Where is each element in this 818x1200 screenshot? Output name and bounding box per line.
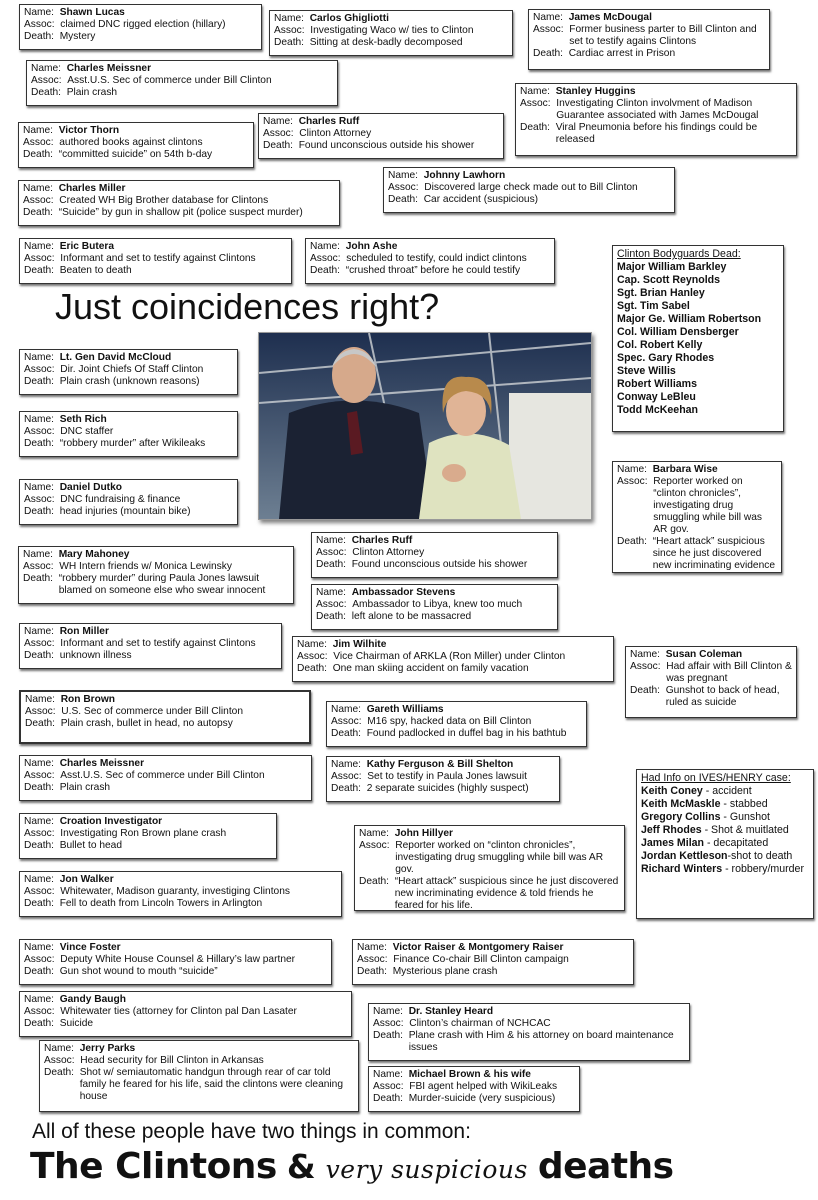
tagline-line2 xyxy=(30,1146,674,1196)
ives-henry-detail: - Gunshot xyxy=(720,811,770,823)
assoc-value: M16 spy, hacked data on Bill Clinton xyxy=(367,716,532,727)
death-label: Death: xyxy=(297,663,328,674)
assoc-value: Asst.U.S. Sec of commerce under Bill Clinton xyxy=(60,770,265,781)
assoc-label: Assoc: xyxy=(388,182,419,193)
assoc-label: Assoc: xyxy=(359,840,390,851)
victim-card xyxy=(352,939,634,985)
name-label: Name: xyxy=(388,170,419,181)
name-value: Jim Wilhite xyxy=(332,639,387,650)
death-label: Death: xyxy=(331,783,362,794)
death-label: Death: xyxy=(373,1093,404,1104)
name-value: Seth Rich xyxy=(59,414,107,425)
name-label: Name: xyxy=(25,694,56,705)
death-value: “Heart attack” suspicious since he just discovered new incriminating evidence & told friends he feared for his life. xyxy=(394,876,619,911)
victim-card xyxy=(326,756,560,802)
assoc-label: Assoc: xyxy=(24,638,55,649)
assoc-value: WH Intern friends w/ Monica Lewinsky xyxy=(59,561,232,572)
assoc-value: Investigating Waco w/ ties to Clinton xyxy=(310,25,474,36)
victim-card xyxy=(19,623,282,669)
assoc-value: claimed DNC rigged election (hillary) xyxy=(60,19,226,30)
ives-henry-name: Keith Coney xyxy=(641,785,703,797)
tagline-ampersand: & xyxy=(286,1147,316,1186)
name-value: Victor Raiser & Montgomery Raiser xyxy=(392,942,564,953)
victim-card xyxy=(19,871,342,917)
name-value: John Ashe xyxy=(345,241,398,252)
ives-henry-detail: - stabbed xyxy=(720,798,768,810)
assoc-label: Assoc: xyxy=(24,886,55,897)
assoc-label: Assoc: xyxy=(274,25,305,36)
name-value: Vince Foster xyxy=(59,942,121,953)
victim-card xyxy=(311,532,558,578)
ives-henry-item xyxy=(641,850,809,863)
name-label: Name: xyxy=(331,704,362,715)
death-value: Shot w/ semiautomatic handgun through rear of car told family he feared for his life, said the clintons were cleaning house xyxy=(79,1067,344,1102)
ives-henry-item xyxy=(641,785,809,798)
death-value: Plane crash with Him & his attorney on board maintenance issues xyxy=(408,1030,674,1053)
bodyguard-item: Sgt. Brian Hanley xyxy=(617,287,705,299)
death-value: Murder-suicide (very suspicious) xyxy=(408,1093,556,1104)
victim-card xyxy=(18,546,294,604)
death-value: Found unconscious outside his shower xyxy=(298,140,475,151)
assoc-label: Assoc: xyxy=(357,954,388,965)
assoc-value: Whitewater, Madison guaranty, investiging Clintons xyxy=(60,886,290,897)
name-value: Charles Miller xyxy=(58,183,126,194)
name-label: Name: xyxy=(331,759,362,770)
bodyguard-item: Robert Williams xyxy=(617,378,697,390)
name-value: Gandy Baugh xyxy=(59,994,126,1005)
name-value: James McDougal xyxy=(568,12,652,23)
death-value: Plain crash xyxy=(59,782,111,793)
name-label: Name: xyxy=(24,482,55,493)
victim-card xyxy=(39,1040,359,1112)
name-label: Name: xyxy=(274,13,305,24)
ives-henry-name: James Milan xyxy=(641,837,705,849)
name-label: Name: xyxy=(357,942,388,953)
ives-henry-detail: - robbery/murder xyxy=(722,863,804,875)
victim-card xyxy=(19,690,311,744)
assoc-value: Reporter worked on “clinton chronicles”, investigating drug smuggling while bill was AR gov. xyxy=(395,840,604,875)
victim-card xyxy=(625,646,797,718)
assoc-label: Assoc: xyxy=(23,561,54,572)
death-value: unknown illness xyxy=(59,650,132,661)
death-label: Death: xyxy=(24,782,55,793)
ives-henry-name: Jeff Rhodes xyxy=(641,824,702,836)
name-label: Name: xyxy=(297,639,328,650)
assoc-value: Reporter worked on “clinton chronicles”, investigating drug smuggling while bill was AR gov. xyxy=(653,476,762,535)
death-label: Death: xyxy=(310,265,341,276)
name-label: Name: xyxy=(44,1043,75,1054)
death-value: Cardiac arrest in Prison xyxy=(568,48,676,59)
assoc-label: Assoc: xyxy=(24,19,55,30)
name-label: Name: xyxy=(520,86,551,97)
name-label: Name: xyxy=(24,414,55,425)
bodyguard-item: Steve Willis xyxy=(617,365,676,377)
death-value: Plain crash (unknown reasons) xyxy=(59,376,200,387)
victim-card xyxy=(612,461,782,573)
victim-card xyxy=(354,825,625,911)
death-label: Death: xyxy=(24,966,55,977)
name-label: Name: xyxy=(373,1006,404,1017)
assoc-value: Dir. Joint Chiefs Of Staff Clinton xyxy=(60,364,204,375)
photo xyxy=(258,332,592,520)
assoc-value: Investigating Ron Brown plane crash xyxy=(60,828,227,839)
victim-card xyxy=(305,238,555,284)
bodyguard-item: Cap. Scott Reynolds xyxy=(617,274,721,286)
assoc-value: Clinton’s chairman of NCHCAC xyxy=(409,1018,551,1029)
tagline-suspicious: very suspicious xyxy=(325,1155,528,1184)
name-value: Susan Coleman xyxy=(665,649,743,660)
death-value: Plain crash xyxy=(66,87,118,98)
assoc-label: Assoc: xyxy=(24,494,55,505)
death-value: “Heart attack” suspicious since he just discovered new incriminating evidence xyxy=(652,536,776,571)
assoc-label: Assoc: xyxy=(373,1081,404,1092)
assoc-label: Assoc: xyxy=(23,137,54,148)
name-label: Name: xyxy=(24,942,55,953)
victim-card xyxy=(19,238,292,284)
victim-card xyxy=(18,180,340,226)
death-value: Suicide xyxy=(59,1018,94,1029)
death-label: Death: xyxy=(274,37,305,48)
assoc-value: Informant and set to testify against Clintons xyxy=(60,253,256,264)
name-label: Name: xyxy=(316,535,347,546)
death-value: Bullet to head xyxy=(59,840,122,851)
victim-card xyxy=(269,10,513,56)
death-label: Death: xyxy=(25,718,56,729)
assoc-label: Assoc: xyxy=(23,195,54,206)
name-value: Carlos Ghigliotti xyxy=(309,13,389,24)
assoc-value: Head security for Bill Clinton in Arkansas xyxy=(80,1055,264,1066)
name-label: Name: xyxy=(24,816,55,827)
death-label: Death: xyxy=(630,685,661,696)
death-label: Death: xyxy=(24,898,55,909)
death-label: Death: xyxy=(357,966,388,977)
assoc-value: FBI agent helped with WikiLeaks xyxy=(409,1081,558,1092)
victim-card xyxy=(18,122,254,168)
name-label: Name: xyxy=(359,828,390,839)
death-label: Death: xyxy=(24,1018,55,1029)
death-value: Beaten to death xyxy=(59,265,132,276)
name-value: Ron Miller xyxy=(59,626,109,637)
ives-henry-detail: - decapitated xyxy=(704,837,769,849)
name-value: Charles Meissner xyxy=(66,63,152,74)
name-label: Name: xyxy=(24,241,55,252)
death-label: Death: xyxy=(24,438,55,449)
name-value: Gareth Williams xyxy=(366,704,444,715)
assoc-label: Assoc: xyxy=(31,75,62,86)
death-label: Death: xyxy=(617,536,648,547)
assoc-value: Former business parter to Bill Clinton and set to testify agains Clintons xyxy=(569,24,757,47)
name-value: John Hillyer xyxy=(394,828,453,839)
name-label: Name: xyxy=(373,1069,404,1080)
death-value: Gunshot to back of head, ruled as suicide xyxy=(665,685,780,708)
ives-henry-title: Had Info on IVES/HENRY case: xyxy=(641,772,791,784)
death-label: Death: xyxy=(263,140,294,151)
victim-card xyxy=(326,701,587,747)
ives-henry-name: Richard Winters xyxy=(641,863,723,875)
assoc-value: Clinton Attorney xyxy=(299,128,372,139)
assoc-label: Assoc: xyxy=(44,1055,75,1066)
name-label: Name: xyxy=(24,7,55,18)
death-value: “robbery murder” after Wikileaks xyxy=(59,438,206,449)
death-label: Death: xyxy=(44,1067,75,1078)
victim-card xyxy=(19,755,312,801)
bodyguard-item: Sgt. Tim Sabel xyxy=(617,300,690,312)
death-value: Viral Pneumonia before his findings could be released xyxy=(555,122,758,145)
death-value: One man skiing accident on family vacation xyxy=(332,663,529,674)
death-label: Death: xyxy=(31,87,62,98)
death-label: Death: xyxy=(23,149,54,160)
victim-card xyxy=(383,167,675,213)
name-label: Name: xyxy=(24,994,55,1005)
assoc-value: Deputy White House Counsel & Hillary’s law partner xyxy=(60,954,296,965)
death-value: “robbery murder” during Paula Jones lawsuit blamed on someone else who swear innocent xyxy=(58,573,266,596)
assoc-value: DNC staffer xyxy=(60,426,114,437)
name-value: Ron Brown xyxy=(60,694,116,705)
assoc-value: scheduled to testify, could indict clintons xyxy=(346,253,527,264)
ives-henry-item xyxy=(641,811,809,824)
assoc-label: Assoc: xyxy=(24,770,55,781)
name-label: Name: xyxy=(24,874,55,885)
name-value: Lt. Gen David McCloud xyxy=(59,352,172,363)
name-value: Shawn Lucas xyxy=(59,7,125,18)
name-value: Kathy Ferguson & Bill Shelton xyxy=(366,759,514,770)
name-value: Jon Walker xyxy=(59,874,114,885)
victim-card xyxy=(19,991,352,1037)
name-value: Charles Ruff xyxy=(298,116,360,127)
death-label: Death: xyxy=(23,573,54,584)
death-label: Death: xyxy=(316,559,347,570)
bodyguard-item: Conway LeBleu xyxy=(617,391,696,403)
assoc-label: Assoc: xyxy=(331,716,362,727)
name-label: Name: xyxy=(24,758,55,769)
assoc-label: Assoc: xyxy=(24,253,55,264)
name-label: Name: xyxy=(310,241,341,252)
name-label: Name: xyxy=(617,464,648,475)
ives-henry-detail: - accident xyxy=(702,785,752,797)
victim-card xyxy=(19,4,262,50)
death-label: Death: xyxy=(24,31,55,42)
name-label: Name: xyxy=(23,183,54,194)
name-label: Name: xyxy=(23,125,54,136)
tagline-line1: All of these people have two things in common: xyxy=(32,1120,471,1143)
death-label: Death: xyxy=(359,876,390,887)
assoc-value: Ambassador to Libya, knew too much xyxy=(352,599,523,610)
name-value: Stanley Huggins xyxy=(555,86,636,97)
death-value: Mystery xyxy=(59,31,96,42)
name-label: Name: xyxy=(24,352,55,363)
assoc-label: Assoc: xyxy=(263,128,294,139)
name-value: Charles Meissner xyxy=(59,758,145,769)
assoc-value: Investigating Clinton involvment of Madison Guarantee associated with James McDougal xyxy=(556,98,759,121)
death-label: Death: xyxy=(388,194,419,205)
name-value: Daniel Dutko xyxy=(59,482,122,493)
death-value: left alone to be massacred xyxy=(351,611,472,622)
death-label: Death: xyxy=(23,207,54,218)
assoc-label: Assoc: xyxy=(316,547,347,558)
death-label: Death: xyxy=(24,506,55,517)
ives-henry-name: Keith McMaskle xyxy=(641,798,721,810)
death-value: Plain crash, bullet in head, no autopsy xyxy=(60,718,233,729)
assoc-value: Asst.U.S. Sec of commerce under Bill Clinton xyxy=(67,75,272,86)
assoc-label: Assoc: xyxy=(24,364,55,375)
name-label: Name: xyxy=(263,116,294,127)
assoc-label: Assoc: xyxy=(24,426,55,437)
death-label: Death: xyxy=(316,611,347,622)
death-value: Car accident (suspicious) xyxy=(423,194,539,205)
photo-illustration xyxy=(259,333,591,519)
assoc-label: Assoc: xyxy=(630,661,661,672)
ives-henry-name: Gregory Collins xyxy=(641,811,721,823)
assoc-label: Assoc: xyxy=(331,771,362,782)
assoc-label: Assoc: xyxy=(316,599,347,610)
death-value: Found unconscious outside his shower xyxy=(351,559,528,570)
assoc-label: Assoc: xyxy=(24,954,55,965)
name-label: Name: xyxy=(31,63,62,74)
assoc-value: Whitewater ties (attorney for Clinton pal Dan Lasater xyxy=(60,1006,297,1017)
victim-card xyxy=(311,584,558,630)
assoc-label: Assoc: xyxy=(297,651,328,662)
ives-henry-item xyxy=(641,863,809,876)
death-label: Death: xyxy=(24,840,55,851)
name-label: Name: xyxy=(533,12,564,23)
death-label: Death: xyxy=(373,1030,404,1041)
name-value: Barbara Wise xyxy=(652,464,718,475)
victim-card xyxy=(19,411,238,457)
assoc-value: Created WH Big Brother database for Clintons xyxy=(59,195,269,206)
victim-card xyxy=(292,636,614,682)
tagline-deaths: deaths xyxy=(537,1146,674,1187)
name-value: Mary Mahoney xyxy=(58,549,130,560)
death-value: head injuries (mountain bike) xyxy=(59,506,191,517)
name-label: Name: xyxy=(23,549,54,560)
ives-henry-list xyxy=(636,769,814,919)
bodyguard-item: Spec. Gary Rhodes xyxy=(617,352,715,364)
death-value: Sitting at desk-badly decomposed xyxy=(309,37,463,48)
victim-card xyxy=(528,9,770,70)
name-label: Name: xyxy=(316,587,347,598)
death-value: Mysterious plane crash xyxy=(392,966,498,977)
victim-card xyxy=(258,113,504,159)
victim-card xyxy=(368,1003,690,1061)
bodyguards-title: Clinton Bodyguards Dead: xyxy=(617,248,741,260)
bodyguard-item: Todd McKeehan xyxy=(617,404,699,416)
name-value: Dr. Stanley Heard xyxy=(408,1006,494,1017)
assoc-value: authored books against clintons xyxy=(59,137,203,148)
ives-henry-item xyxy=(641,798,809,811)
ives-henry-detail: -shot to death xyxy=(727,850,793,862)
death-label: Death: xyxy=(331,728,362,739)
name-value: Victor Thorn xyxy=(58,125,120,136)
assoc-value: Set to testify in Paula Jones lawsuit xyxy=(367,771,527,782)
name-value: Michael Brown & his wife xyxy=(408,1069,531,1080)
assoc-label: Assoc: xyxy=(520,98,551,109)
death-value: Found padlocked in duffel bag in his bathtub xyxy=(366,728,567,739)
ives-henry-item xyxy=(641,837,809,850)
death-value: “Suicide” by gun in shallow pit (police suspect murder) xyxy=(58,207,303,218)
bodyguard-item: Major William Barkley xyxy=(617,261,727,273)
assoc-value: Discovered large check made out to Bill Clinton xyxy=(424,182,638,193)
death-label: Death: xyxy=(24,376,55,387)
victim-card xyxy=(19,479,238,525)
ives-henry-name: Jordan Kettleson xyxy=(641,850,728,862)
bodyguard-item: Col. Robert Kelly xyxy=(617,339,703,351)
death-value: Gun shot wound to mouth “suicide” xyxy=(59,966,218,977)
assoc-value: Had affair with Bill Clinton & was pregnant xyxy=(666,661,792,684)
death-value: Fell to death from Lincoln Towers in Arlington xyxy=(59,898,263,909)
name-value: Johnny Lawhorn xyxy=(423,170,506,181)
victim-card xyxy=(368,1066,580,1112)
tagline-clintons: The Clintons xyxy=(30,1146,277,1187)
assoc-value: U.S. Sec of commerce under Bill Clinton xyxy=(61,706,243,717)
bodyguards-list xyxy=(612,245,784,432)
death-label: Death: xyxy=(24,265,55,276)
name-value: Jerry Parks xyxy=(79,1043,136,1054)
death-value: “committed suicide” on 54th b-day xyxy=(58,149,213,160)
headline: Just coincidences right? xyxy=(55,286,440,327)
assoc-value: Vice Chairman of ARKLA (Ron Miller) under Clinton xyxy=(333,651,566,662)
name-value: Ambassador Stevens xyxy=(351,587,456,598)
assoc-label: Assoc: xyxy=(24,1006,55,1017)
name-value: Eric Butera xyxy=(59,241,115,252)
victim-card xyxy=(19,939,332,985)
name-value: Charles Ruff xyxy=(351,535,413,546)
assoc-value: Informant and set to testify against Clintons xyxy=(60,638,256,649)
name-label: Name: xyxy=(630,649,661,660)
name-value: Croation Investigator xyxy=(59,816,163,827)
assoc-value: DNC fundraising & finance xyxy=(60,494,181,505)
assoc-label: Assoc: xyxy=(533,24,564,35)
death-value: 2 separate suicides (highly suspect) xyxy=(366,783,529,794)
victim-card xyxy=(19,813,277,859)
victim-card xyxy=(19,349,238,395)
assoc-label: Assoc: xyxy=(24,828,55,839)
death-label: Death: xyxy=(533,48,564,59)
name-label: Name: xyxy=(24,626,55,637)
assoc-label: Assoc: xyxy=(617,476,648,487)
ives-henry-item xyxy=(641,824,809,837)
death-value: “crushed throat” before he could testify xyxy=(345,265,521,276)
death-label: Death: xyxy=(24,650,55,661)
assoc-value: Clinton Attorney xyxy=(352,547,425,558)
bodyguard-item: Col. William Densberger xyxy=(617,326,739,338)
ives-henry-detail: - Shot & muitlated xyxy=(701,824,789,836)
bodyguard-item: Major Ge. William Robertson xyxy=(617,313,762,325)
victim-card xyxy=(515,83,797,156)
victim-card xyxy=(26,60,338,106)
assoc-value: Finance Co-chair Bill Clinton campaign xyxy=(393,954,569,965)
assoc-label: Assoc: xyxy=(25,706,56,717)
assoc-label: Assoc: xyxy=(310,253,341,264)
death-label: Death: xyxy=(520,122,551,133)
assoc-label: Assoc: xyxy=(373,1018,404,1029)
